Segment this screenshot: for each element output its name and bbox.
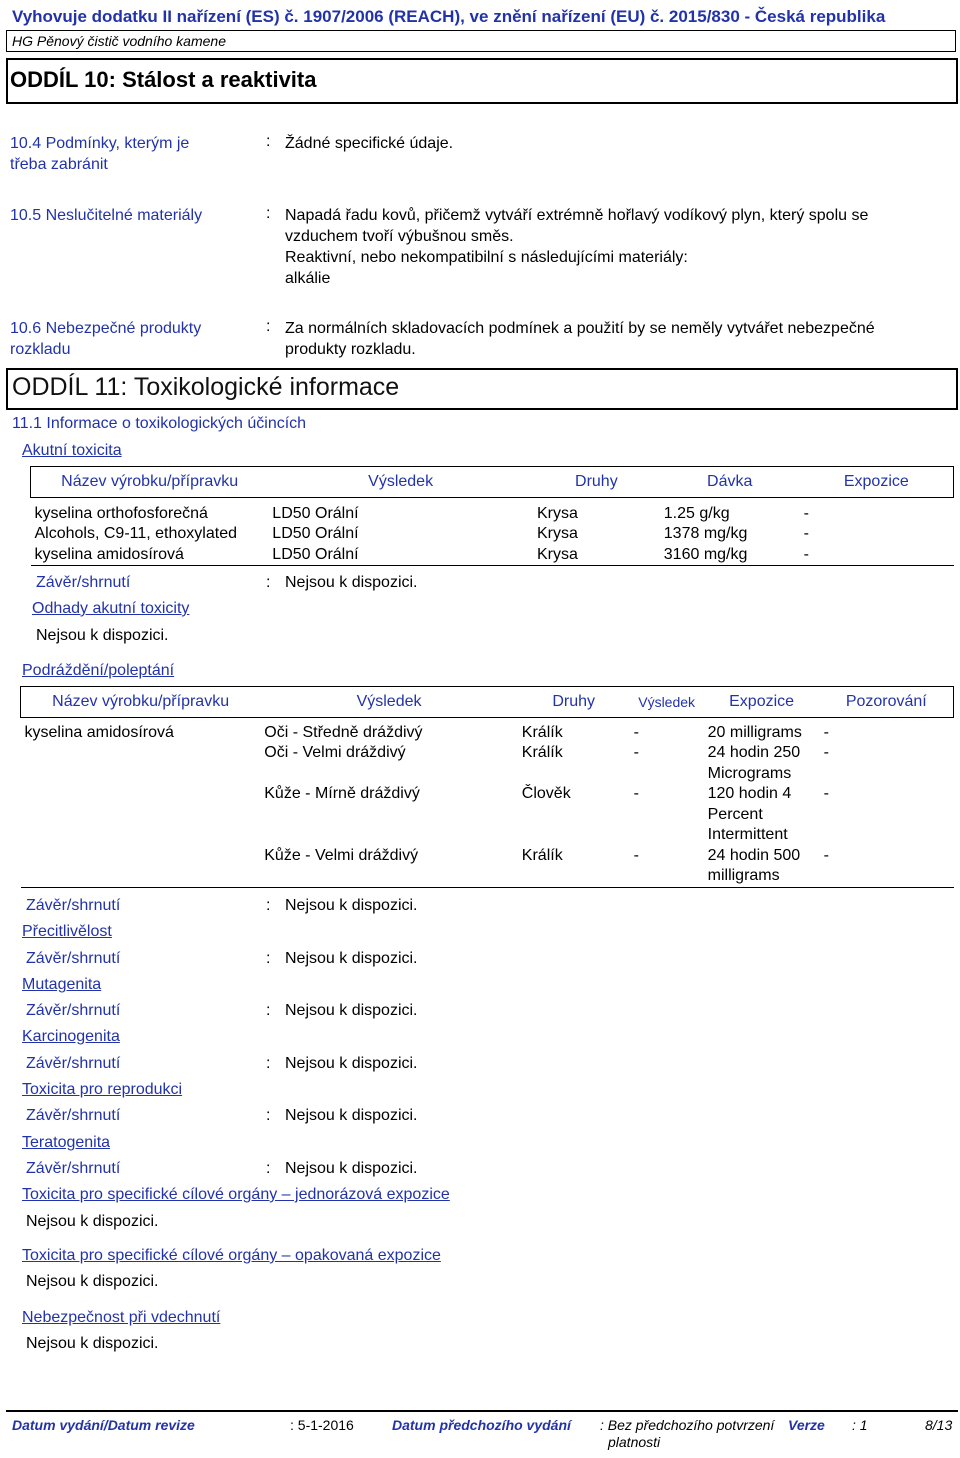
footer-previous-value-2: platnosti [608,1434,661,1450]
table-row [21,743,954,784]
footer-previous-value: : Bez předchozího potvrzení [600,1417,775,1433]
table-cell: Oči - Velmi dráždivý [264,744,406,761]
column-header: Název výrobku/přípravku [21,687,261,718]
column-header: Výsledek [630,687,704,718]
label-10-4: 10.4 Podmínky, kterým je třeba zabránit [10,135,190,173]
table-cell: 24 hodin 500 milligrams [707,846,801,884]
column-header: Výsledek [260,687,518,718]
summary-label: Závěr/shrnutí [26,1160,121,1177]
table-cell: 24 hodin 250 Micrograms [707,744,801,782]
acute-toxicity-table [30,466,954,566]
value-10-4: Žádné specifické údaje. [285,135,454,152]
footer-divider [6,1410,958,1412]
column-header: Název výrobku/přípravku [31,467,269,498]
summary-label: Závěr/shrnutí [26,897,121,914]
table-row [21,784,954,846]
acute-toxicity-heading: Akutní toxicita [22,442,122,459]
column-header: Expozice [800,467,954,498]
colon: : [266,574,271,591]
mutagenicity-heading: Mutagenita [22,976,102,993]
colon: : [266,1160,271,1177]
carcinogenicity-heading: Karcinogenita [22,1028,120,1045]
column-header: Expozice [704,687,820,718]
summary-label: Závěr/shrnutí [26,1107,121,1124]
colon: : [266,1107,271,1124]
table-cell: Králík [521,846,563,864]
irritation-table [20,686,954,888]
summary-value: Nejsou k dispozici. [285,1107,418,1124]
sensitization-heading: Přecitlivělost [22,923,112,940]
table-cell: - [633,723,639,741]
column-header: Výsledek [268,467,533,498]
stot-single-value: Nejsou k dispozici. [26,1213,159,1230]
summary-value: Nejsou k dispozici. [285,574,418,591]
table-cell: - [803,504,809,522]
summary-value: Nejsou k dispozici. [285,897,418,914]
summary-value: Nejsou k dispozici. [285,1160,418,1177]
colon: : [266,205,271,222]
summary-label: Závěr/shrnutí [36,574,131,591]
table-cell: Oči - Středně dráždivý [264,723,423,741]
table-cell: - [803,545,809,563]
column-header: Pozorování [820,687,954,718]
summary-label: Závěr/shrnutí [26,950,121,967]
table-cell: Alcohols, C9-11, ethoxylated [34,525,237,542]
label-10-5: 10.5 Neslučitelné materiály [10,207,203,224]
table-cell: 120 hodin 4 Percent Intermittent [707,785,792,843]
table-row [21,846,954,888]
summary-label: Závěr/shrnutí [26,1055,121,1072]
summary-label: Závěr/shrnutí [26,1002,121,1019]
table-cell: kyselina orthofosforečná [34,504,208,522]
acute-estimates-value: Nejsou k dispozici. [36,627,169,644]
colon: : [266,1055,271,1072]
acute-estimates-heading: Odhady akutní toxicity [32,600,190,617]
table-row [31,504,954,525]
table-cell [21,784,261,846]
table-cell: 1.25 g/kg [663,504,730,522]
colon: : [266,133,271,150]
section-10-title: ODDÍL 10: Stálost a reaktivita [10,67,317,92]
footer-version-label: Verze [788,1417,825,1433]
label-10-6: 10.6 Nebezpečné produkty rozkladu [10,320,202,358]
table-cell: 3160 mg/kg [663,545,748,563]
table-cell: - [823,846,829,864]
footer-version-value: : 1 [852,1417,868,1433]
table-cell: kyselina amidosírová [24,723,174,741]
product-name: HG Pěnový čistič vodního kamene [12,33,226,49]
table-cell: Krysa [536,545,578,563]
table-cell: LD50 Orální [272,525,359,542]
teratogenicity-heading: Teratogenita [22,1134,111,1151]
value-10-6: Za normálních skladovacích podmínek a použití by se neměly vytvářet nebezpečné produkty rozkladu. [285,320,875,358]
summary-value: Nejsou k dispozici. [285,1002,418,1019]
table-cell: - [803,525,809,542]
table-cell: - [633,785,639,802]
column-header: Dávka [660,467,800,498]
colon: : [266,897,271,914]
table-cell: Kůže - Mírně dráždivý [264,785,420,802]
table-row [31,524,954,545]
footer-previous-label: Datum předchozího vydání [392,1417,571,1433]
value-10-5: Napadá řadu kovů, přičemž vytváří extrémně hořlavý vodíkový plyn, který spolu se vzduchem tvoří výbušnou směs. Reaktivní, nebo nekompatibilní s následujícími materiály: alkálie [285,207,869,287]
stot-single-heading: Toxicita pro specifické cílové orgány – jednorázová expozice [22,1186,450,1203]
document-header-title: Vyhovuje dodatku II nařízení (ES) č. 1907/2006 (REACH), ve znění nařízení (EU) č. 2015/830 - Česká republika [12,7,886,26]
summary-value: Nejsou k dispozici. [285,950,418,967]
colon: : [266,950,271,967]
column-header: Druhy [518,687,630,718]
stot-repeated-value: Nejsou k dispozici. [26,1273,159,1290]
table-cell [21,846,261,888]
table-cell: - [823,785,829,802]
irritation-heading: Podráždění/poleptání [22,662,175,679]
section-11-title: ODDÍL 11: Toxikologické informace [12,373,400,401]
table-cell: - [633,846,639,864]
footer-issue-value: : 5-1-2016 [290,1417,354,1433]
table-cell: 20 milligrams [707,723,802,741]
colon: : [266,318,271,335]
table-cell: LD50 Orální [272,504,359,522]
summary-value: Nejsou k dispozici. [285,1055,418,1072]
stot-repeated-heading: Toxicita pro specifické cílové orgány – opakovaná expozice [22,1247,441,1264]
table-cell: - [633,744,639,761]
table-cell [21,743,261,784]
table-cell: - [823,723,829,741]
table-cell: Králík [521,723,563,741]
aspiration-hazard-value: Nejsou k dispozici. [26,1335,159,1352]
table-cell: Králík [521,744,563,761]
table-cell: kyselina amidosírová [34,545,184,563]
page-number: 8/13 [925,1417,953,1433]
footer-issue-label: Datum vydání/Datum revize [12,1417,195,1433]
subsection-11-1: 11.1 Informace o toxikologických účincích [12,415,307,432]
table-cell: Krysa [536,504,578,522]
table-cell: LD50 Orální [272,545,359,563]
table-cell: - [823,744,829,761]
table-cell: Krysa [536,525,578,542]
table-header-row [21,687,954,718]
table-cell: 1378 mg/kg [663,525,748,542]
aspiration-hazard-heading: Nebezpečnost při vdechnutí [22,1309,221,1326]
table-cell: Kůže - Velmi dráždivý [264,846,419,864]
column-header: Druhy [533,467,660,498]
table-cell: Člověk [521,785,571,802]
table-row [31,545,954,566]
table-header-row [31,467,954,498]
reproductive-toxicity-heading: Toxicita pro reprodukci [22,1081,183,1098]
colon: : [266,1002,271,1019]
table-row [21,723,954,744]
